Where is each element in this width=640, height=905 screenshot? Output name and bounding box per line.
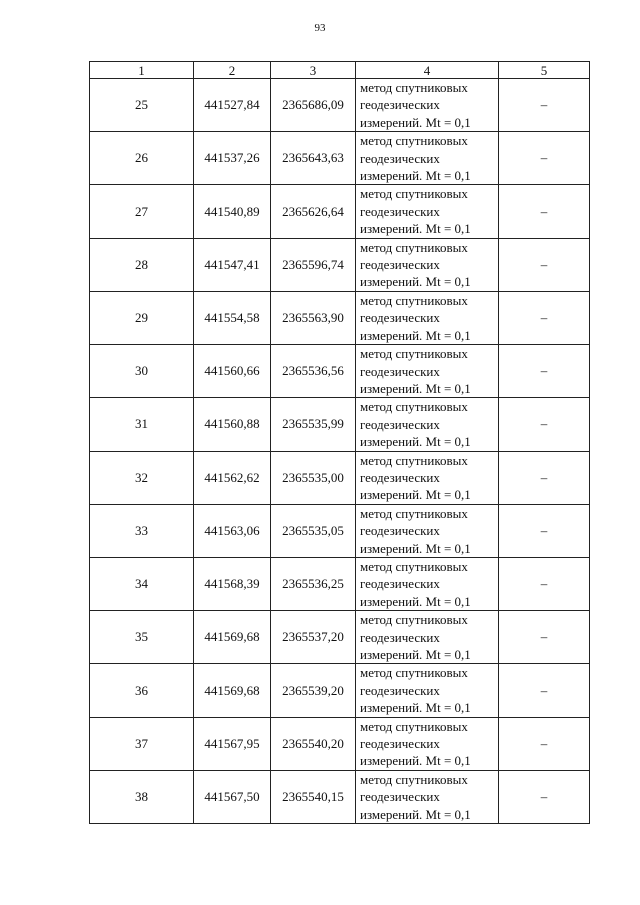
table-row	[90, 291, 590, 344]
table-row	[90, 132, 590, 185]
method-line: метод спутниковых	[360, 133, 468, 149]
point-number-cell: 35	[90, 611, 194, 664]
method-line: геодезических	[360, 257, 440, 273]
point-number-cell: 33	[90, 504, 194, 557]
method-line: измерений. Mt = 0,1	[360, 434, 471, 450]
method-cell	[356, 664, 499, 717]
note-cell: –	[499, 451, 590, 504]
table-row	[90, 238, 590, 291]
method-line: измерений. Mt = 0,1	[360, 753, 471, 769]
table-row	[90, 557, 590, 610]
y-coordinate-cell: 2365540,20	[271, 717, 356, 770]
method-line: измерений. Mt = 0,1	[360, 700, 471, 716]
method-line: измерений. Mt = 0,1	[360, 647, 471, 662]
method-line: геодезических	[360, 629, 440, 645]
point-number-cell: 34	[90, 557, 194, 610]
y-coordinate-cell: 2365643,63	[271, 132, 356, 185]
x-coordinate-cell: 441569,68	[194, 664, 271, 717]
x-coordinate-cell: 441568,39	[194, 557, 271, 610]
y-coordinate-cell: 2365539,20	[271, 664, 356, 717]
x-coordinate-cell: 441540,89	[194, 185, 271, 238]
method-cell	[356, 770, 499, 823]
note-cell: –	[499, 770, 590, 823]
x-coordinate-cell: 441560,88	[194, 398, 271, 451]
table-row	[90, 451, 590, 504]
x-coordinate-cell: 441527,84	[194, 79, 271, 132]
y-coordinate-cell: 2365535,00	[271, 451, 356, 504]
coordinates-table	[89, 61, 590, 824]
note-cell: –	[499, 185, 590, 238]
table-row	[90, 611, 590, 664]
x-coordinate-cell: 441554,58	[194, 291, 271, 344]
table-row	[90, 185, 590, 238]
y-coordinate-cell: 2365596,74	[271, 238, 356, 291]
y-coordinate-cell: 2365563,90	[271, 291, 356, 344]
x-coordinate-cell: 441567,50	[194, 770, 271, 823]
method-line: метод спутниковых	[360, 239, 468, 255]
method-cell	[356, 132, 499, 185]
y-coordinate-cell: 2365536,25	[271, 557, 356, 610]
note-cell: –	[499, 238, 590, 291]
method-line: геодезических	[360, 576, 440, 592]
table-row	[90, 345, 590, 398]
table-row	[90, 664, 590, 717]
method-line: геодезических	[360, 363, 440, 379]
method-cell	[356, 451, 499, 504]
note-cell: –	[499, 664, 590, 717]
table-row	[90, 504, 590, 557]
x-coordinate-cell: 441547,41	[194, 238, 271, 291]
method-cell	[356, 291, 499, 344]
note-cell: –	[499, 345, 590, 398]
point-number-cell: 26	[90, 132, 194, 185]
note-cell: –	[499, 291, 590, 344]
y-coordinate-cell: 2365535,05	[271, 504, 356, 557]
method-line: метод спутниковых	[360, 346, 468, 362]
x-coordinate-cell: 441562,62	[194, 451, 271, 504]
method-line: метод спутниковых	[360, 771, 468, 787]
note-cell: –	[499, 717, 590, 770]
note-cell: –	[499, 504, 590, 557]
method-line: измерений. Mt = 0,1	[360, 221, 471, 237]
method-line: геодезических	[360, 150, 440, 166]
method-cell	[356, 398, 499, 451]
point-number-cell: 30	[90, 345, 194, 398]
note-cell: –	[499, 557, 590, 610]
method-line: метод спутниковых	[360, 612, 468, 628]
method-line: измерений. Mt = 0,1	[360, 540, 471, 556]
note-cell: –	[499, 611, 590, 664]
point-number-cell: 25	[90, 79, 194, 132]
method-line: геодезических	[360, 310, 440, 326]
method-line: геодезических	[360, 736, 440, 752]
method-line: геодезических	[360, 523, 440, 539]
method-cell	[356, 238, 499, 291]
point-number-cell: 32	[90, 451, 194, 504]
method-line: метод спутниковых	[360, 292, 468, 308]
header-cell-1: 1	[90, 62, 194, 79]
x-coordinate-cell: 441563,06	[194, 504, 271, 557]
method-line: геодезических	[360, 97, 440, 113]
method-line: измерений. Mt = 0,1	[360, 274, 471, 290]
table-row	[90, 79, 590, 132]
method-line: измерений. Mt = 0,1	[360, 593, 471, 609]
point-number-cell: 31	[90, 398, 194, 451]
method-line: метод спутниковых	[360, 399, 468, 415]
header-cell-2: 2	[194, 62, 271, 79]
method-cell	[356, 611, 499, 664]
y-coordinate-cell: 2365686,09	[271, 79, 356, 132]
table-row	[90, 398, 590, 451]
y-coordinate-cell: 2365626,64	[271, 185, 356, 238]
method-line: геодезических	[360, 469, 440, 485]
point-number-cell: 27	[90, 185, 194, 238]
y-coordinate-cell: 2365540,15	[271, 770, 356, 823]
method-line: измерений. Mt = 0,1	[360, 168, 471, 184]
x-coordinate-cell: 441567,95	[194, 717, 271, 770]
method-line: метод спутниковых	[360, 452, 468, 468]
method-cell	[356, 185, 499, 238]
method-line: измерений. Mt = 0,1	[360, 114, 471, 130]
point-number-cell: 29	[90, 291, 194, 344]
method-line: метод спутниковых	[360, 80, 468, 95]
method-cell	[356, 504, 499, 557]
header-row	[90, 62, 590, 79]
x-coordinate-cell: 441560,66	[194, 345, 271, 398]
table-body	[90, 79, 590, 824]
method-line: метод спутниковых	[360, 505, 468, 521]
method-line: измерений. Mt = 0,1	[360, 487, 471, 503]
point-number-cell: 36	[90, 664, 194, 717]
point-number-cell: 38	[90, 770, 194, 823]
method-line: метод спутниковых	[360, 665, 468, 681]
table-header	[90, 62, 590, 79]
method-line: метод спутниковых	[360, 718, 468, 734]
method-line: метод спутниковых	[360, 186, 468, 202]
header-cell-4: 4	[356, 62, 499, 79]
method-line: измерений. Mt = 0,1	[360, 380, 471, 396]
header-cell-5: 5	[499, 62, 590, 79]
y-coordinate-cell: 2365537,20	[271, 611, 356, 664]
method-cell	[356, 79, 499, 132]
method-line: геодезических	[360, 789, 440, 805]
method-cell	[356, 345, 499, 398]
method-line: метод спутниковых	[360, 558, 468, 574]
point-number-cell: 28	[90, 238, 194, 291]
x-coordinate-cell: 441569,68	[194, 611, 271, 664]
method-line: геодезических	[360, 203, 440, 219]
method-line: геодезических	[360, 416, 440, 432]
table-row	[90, 717, 590, 770]
method-line: геодезических	[360, 682, 440, 698]
point-number-cell: 37	[90, 717, 194, 770]
y-coordinate-cell: 2365536,56	[271, 345, 356, 398]
method-line: измерений. Mt = 0,1	[360, 327, 471, 343]
table-row	[90, 770, 590, 823]
page-number: 93	[314, 22, 326, 34]
method-line: измерений. Mt = 0,1	[360, 806, 471, 822]
method-cell	[356, 557, 499, 610]
note-cell: –	[499, 132, 590, 185]
x-coordinate-cell: 441537,26	[194, 132, 271, 185]
header-cell-3: 3	[271, 62, 356, 79]
y-coordinate-cell: 2365535,99	[271, 398, 356, 451]
note-cell: –	[499, 79, 590, 132]
note-cell: –	[499, 398, 590, 451]
method-cell	[356, 717, 499, 770]
